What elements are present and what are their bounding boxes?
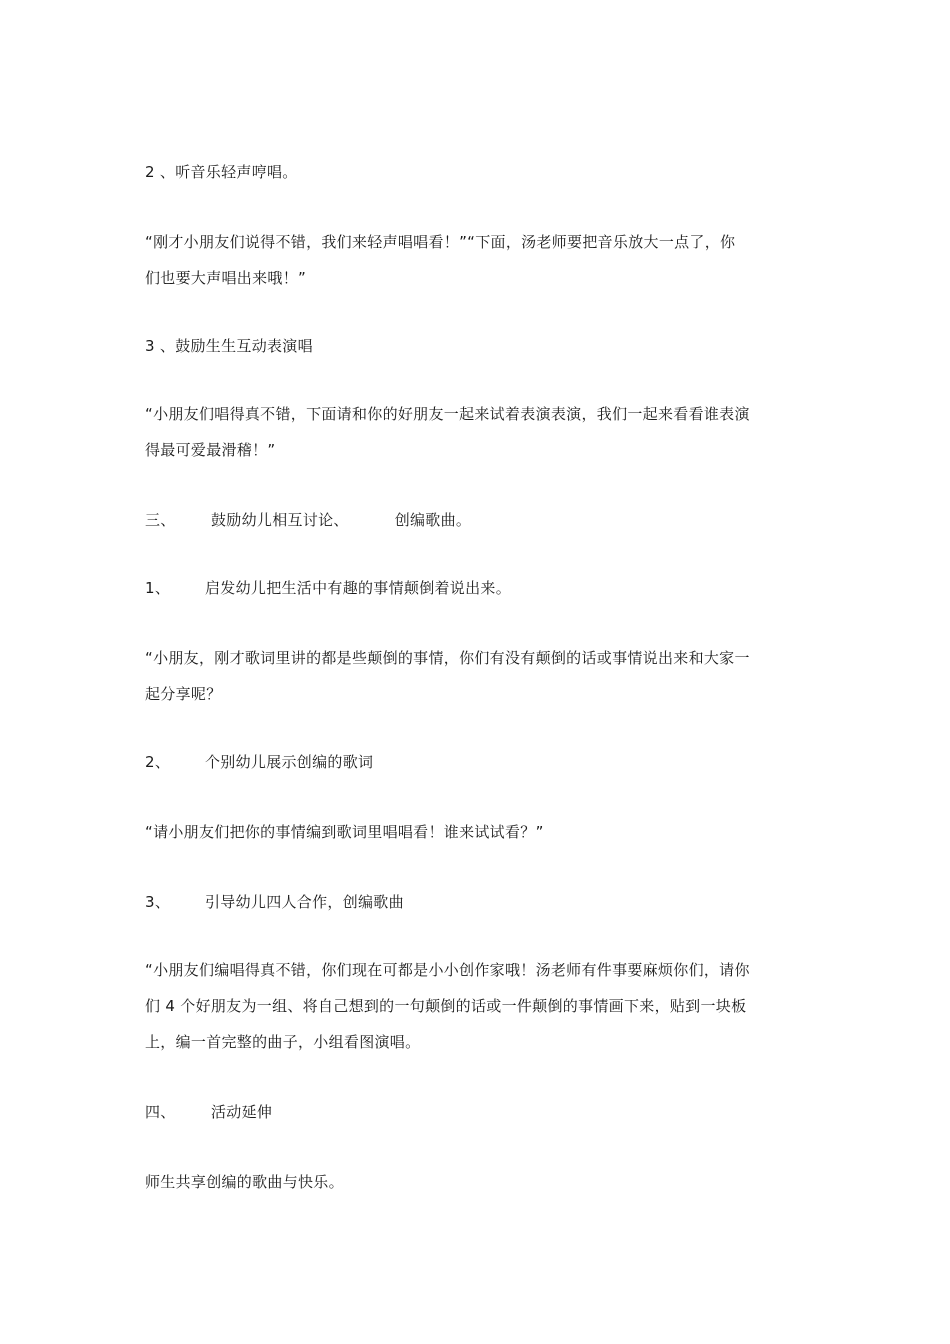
quote-share-reversed-things xyxy=(145,640,810,712)
quote-perform-together xyxy=(145,396,810,468)
quote-sing-softly xyxy=(145,224,810,296)
paragraph-line: 得最可爱最滑稽！” xyxy=(145,441,276,459)
paragraph-text: 3 、鼓励生生互动表演唱 xyxy=(145,337,313,355)
paragraph-text: 2 、听音乐轻声哼唱。 xyxy=(145,163,298,181)
paragraph-line: “刚才小朋友们说得不错，我们来轻声唱唱看！”“下面，汤老师要把音乐放大一点了，你 xyxy=(145,233,736,251)
substep-title: 个别幼儿展示创编的歌词 xyxy=(205,753,374,771)
paragraph-line: “小朋友们编唱得真不错，你们现在可都是小小创作家哦！汤老师有件事要麻烦你们，请你 xyxy=(145,961,750,979)
section-4-heading xyxy=(145,1094,810,1130)
substep-2-heading xyxy=(145,744,810,780)
paragraph-line: 起分享呢？ xyxy=(145,685,222,703)
paragraph-line: 们 4 个好朋友为一组、将自己想到的一句颠倒的话或一件颠倒的事情画下来，贴到一块板 xyxy=(145,997,747,1015)
substep-number: 1、 xyxy=(145,579,171,597)
section-title-part: 创编歌曲。 xyxy=(394,511,472,529)
substep-number: 3、 xyxy=(145,893,171,911)
section-3-heading xyxy=(145,502,810,538)
substep-1-heading xyxy=(145,570,810,606)
quote-group-composition xyxy=(145,952,810,1060)
step-3-interactive-performance xyxy=(145,328,810,364)
paragraph-line: 上，编一首完整的曲子，小组看图演唱。 xyxy=(145,1033,421,1051)
paragraph-line: 们也要大声唱出来哦！” xyxy=(145,269,307,287)
closing-line xyxy=(145,1164,810,1200)
step-2-listen-hum xyxy=(145,154,810,190)
substep-title: 启发幼儿把生活中有趣的事情颠倒着说出来。 xyxy=(205,579,512,597)
substep-number: 2、 xyxy=(145,753,171,771)
substep-3-heading xyxy=(145,884,810,920)
section-number: 三、 xyxy=(145,511,176,529)
substep-title: 引导幼儿四人合作，创编歌曲 xyxy=(205,893,404,911)
section-number: 四、 xyxy=(145,1103,176,1121)
paragraph-line: “小朋友们唱得真不错，下面请和你的好朋友一起来试着表演表演，我们一起来看看谁表演 xyxy=(145,405,750,423)
quote-sing-lyrics xyxy=(145,814,810,850)
section-title: 活动延伸 xyxy=(211,1103,273,1121)
section-title-part: 鼓励幼儿相互讨论、 xyxy=(211,511,349,529)
paragraph-text: 师生共享创编的歌曲与快乐。 xyxy=(145,1173,344,1191)
paragraph-text: “请小朋友们把你的事情编到歌词里唱唱看！谁来试试看？” xyxy=(145,823,544,841)
paragraph-line: “小朋友，刚才歌词里讲的都是些颠倒的事情，你们有没有颠倒的话或事情说出来和大家一 xyxy=(145,649,750,667)
